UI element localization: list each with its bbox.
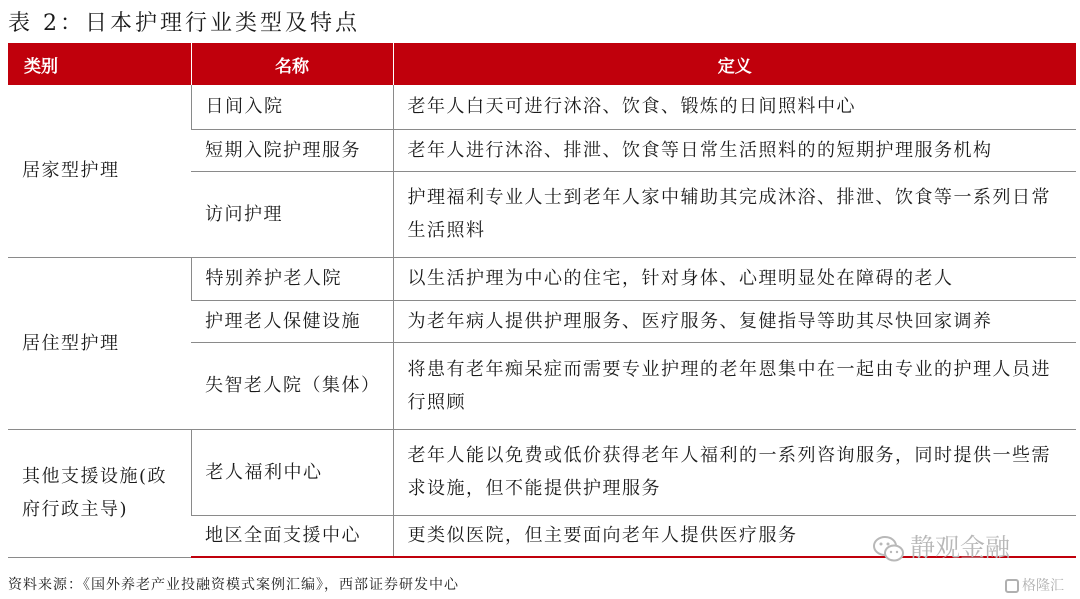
definition-cell: 老年人能以免费或低价获得老年人福利的一系列咨询服务，同时提供一些需求设施，但不能提供护理服务 [393,429,1076,515]
definition-cell: 老年人白天可进行沐浴、饮食、锻炼的日间照料中心 [393,85,1076,129]
category-cell: 居家型护理 [8,85,191,257]
nursing-types-table [8,43,1076,558]
name-cell: 护理老人保健设施 [191,300,393,342]
gelonghui-watermark [1005,575,1064,595]
definition-cell: 更类似医院，但主要面向老年人提供医疗服务 [393,515,1076,557]
table-row [8,85,1076,129]
definition-cell: 将患有老年痴呆症而需要专业护理的老年恩集中在一起由专业的护理人员进行照顾 [393,342,1076,429]
header-category: 类别 [8,43,191,85]
table-title: 表 2：日本护理行业类型及特点 [8,11,360,36]
wechat-icon [872,534,906,564]
name-cell: 失智老人院（集体） [191,342,393,429]
name-cell: 特别养护老人院 [191,257,393,300]
table-header-row [8,43,1076,85]
gelonghui-logo-icon [1005,579,1019,593]
category-cell: 其他支援设施(政府行政主导) [8,429,191,557]
name-cell: 日间入院 [191,85,393,129]
source-note: 资料来源：《国外养老产业投融资模式案例汇编》，西部证券研发中心 [8,577,459,593]
category-cell: 居住型护理 [8,257,191,429]
definition-cell: 以生活护理为中心的住宅，针对身体、心理明显处在障碍的老人 [393,257,1076,300]
definition-cell: 为老年病人提供护理服务、医疗服务、复健指导等助其尽快回家调养 [393,300,1076,342]
watermark [872,528,1010,564]
table-row [8,257,1076,300]
definition-cell: 老年人进行沐浴、排泄、饮食等日常生活照料的的短期护理服务机构 [393,129,1076,171]
name-cell: 地区全面支援中心 [191,515,393,557]
watermark-text: 静观金融 [910,533,1011,562]
name-cell: 老人福利中心 [191,429,393,515]
header-definition: 定义 [393,43,1076,85]
gelonghui-text: 格隆汇 [1022,578,1064,594]
name-cell: 短期入院护理服务 [191,129,393,171]
name-cell: 访问护理 [191,171,393,257]
table-row [8,429,1076,515]
header-name: 名称 [191,43,393,85]
definition-cell: 护理福利专业人士到老年人家中辅助其完成沐浴、排泄、饮食等一系列日常生活照料 [393,171,1076,257]
